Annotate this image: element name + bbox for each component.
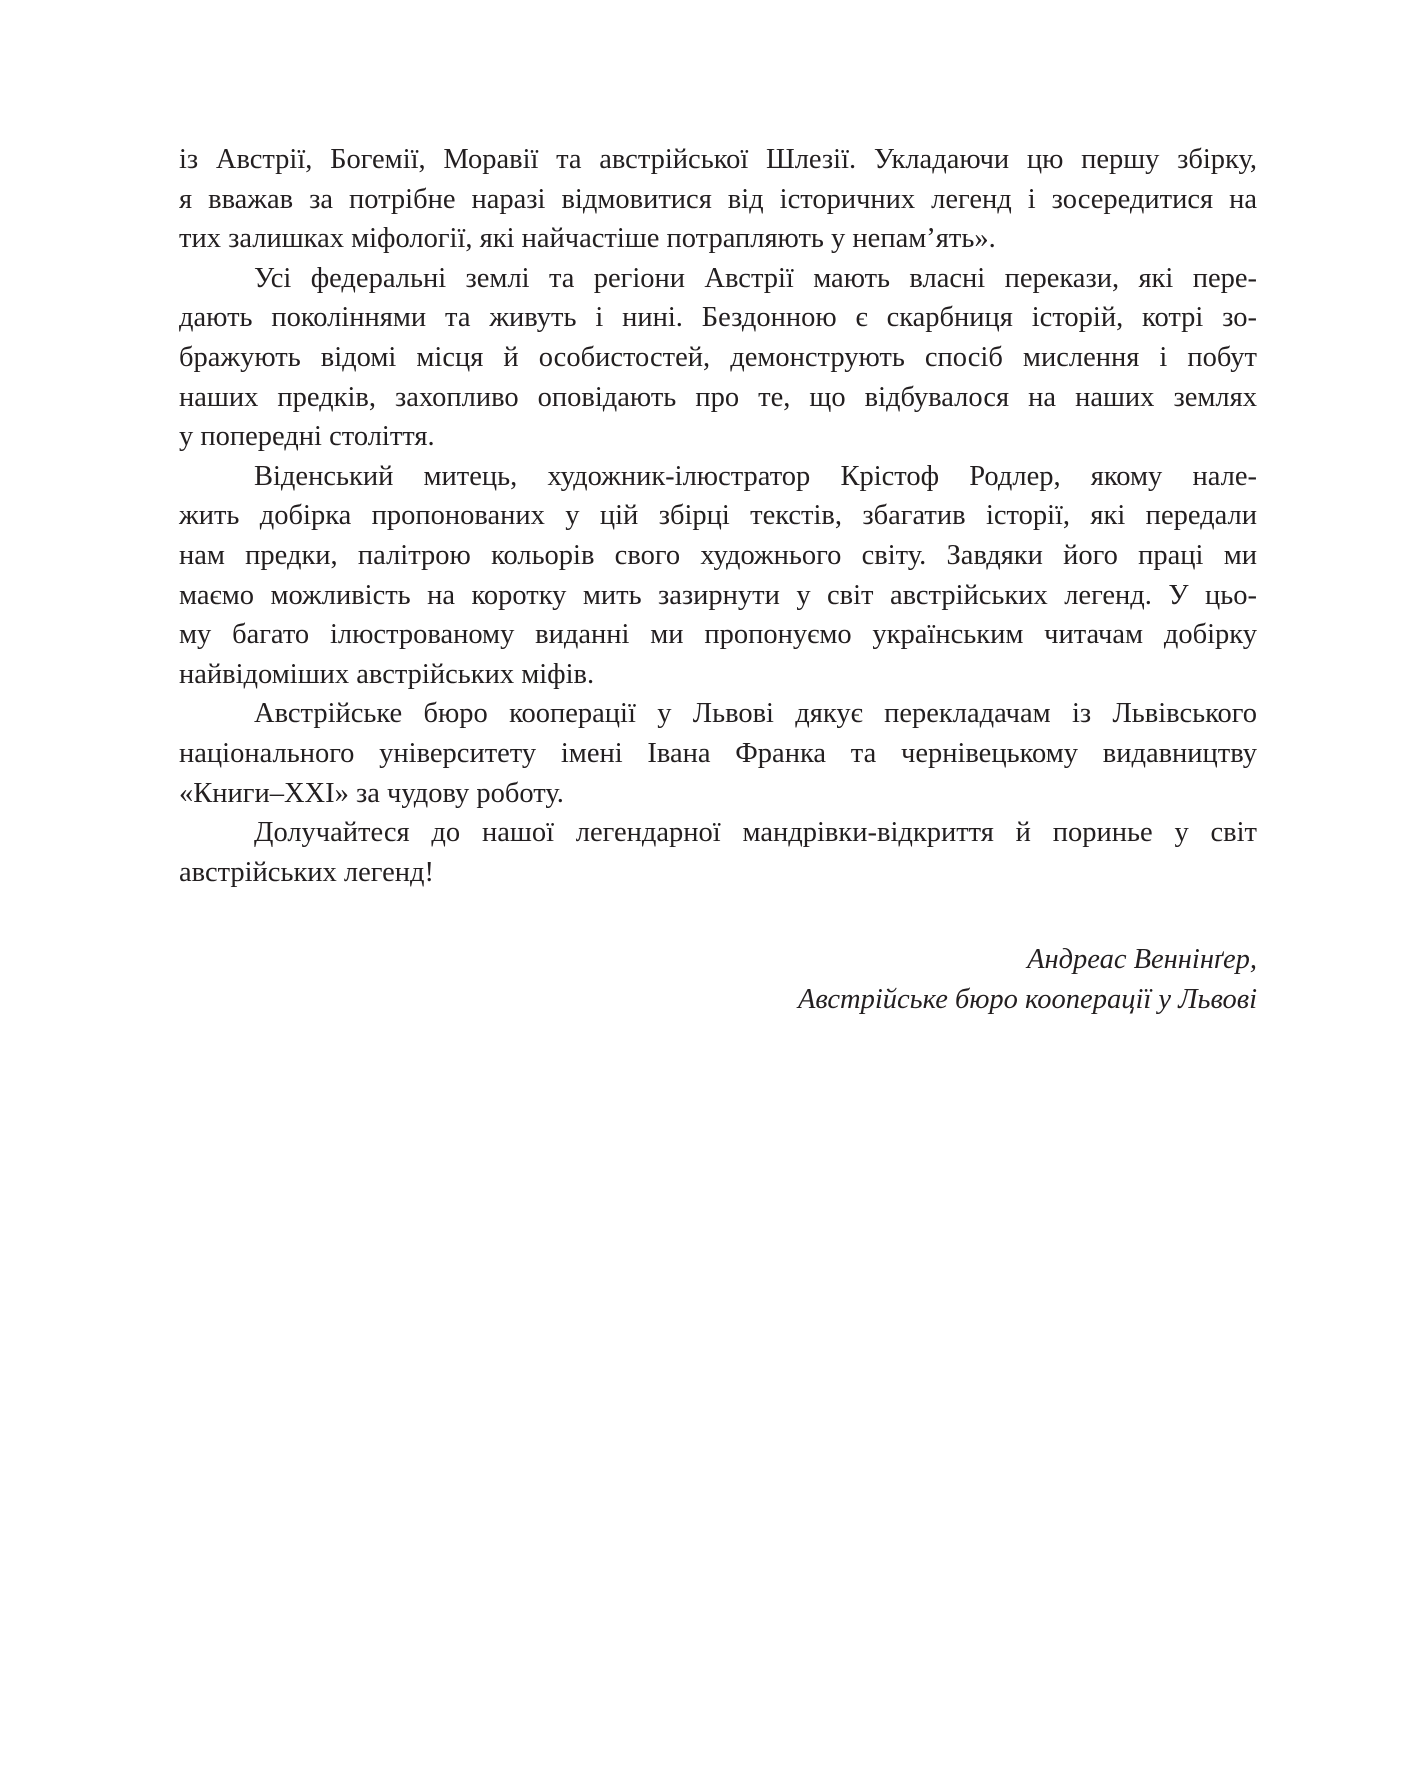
text-line: Усі федеральні землі та регіони Австрії мають власні перекази, які пере- xyxy=(254,262,1257,294)
text-line: «Книги–ХХІ» за чудову роботу. xyxy=(179,777,564,809)
signature-organization: Австрійське бюро кооперації у Львові xyxy=(797,984,1257,1015)
text-line: нам предки, палітрою кольорів свого художнього світу. Завдяки його праці ми xyxy=(179,539,1257,571)
text-line: австрійських легенд! xyxy=(179,856,435,888)
text-line: найвідоміших австрійських міфів. xyxy=(179,658,595,690)
text-line: із Австрії, Богемії, Моравії та австрійської Шлезії. Укладаючи цю першу збірку, xyxy=(179,144,1257,175)
paragraph-3 xyxy=(179,457,1257,695)
document-body xyxy=(179,140,1257,892)
text-line: Віденський митець, художник-ілюстратор Крістоф Родлер, якому нале- xyxy=(254,460,1257,492)
paragraph-4 xyxy=(179,694,1257,813)
text-line: дають поколіннями та живуть і нині. Бездонною є скарбниця історій, котрі зо- xyxy=(179,302,1257,334)
paragraph-5 xyxy=(179,813,1257,892)
paragraph-2 xyxy=(179,259,1257,457)
paragraph-1 xyxy=(179,140,1257,259)
signature-name: Андреас Веннінґер, xyxy=(1027,944,1257,975)
text-line: тих залишках міфології, які найчастіше потрапляють у непам’ять». xyxy=(179,223,996,255)
text-line: маємо можливість на коротку мить зазирнути у світ австрійських легенд. У цьо- xyxy=(179,579,1257,611)
text-line: я вважав за потрібне наразі відмовитися від історичних легенд і зосередитися на xyxy=(179,183,1257,215)
text-line: Долучайтеся до нашої легендарної мандрівки-відкриття й поринье у світ xyxy=(254,817,1257,849)
text-line: наших предків, захопливо оповідають про те, що відбувалося на наших землях xyxy=(179,381,1257,413)
text-line: національного університету імені Івана Франка та чернівецькому видавництву xyxy=(179,737,1257,769)
text-line: му багато ілюстрованому виданні ми пропонуємо українським читачам добірку xyxy=(179,619,1257,651)
text-line: бражують відомі місця й особистостей, демонструють спосіб мислення і побут xyxy=(179,341,1257,373)
text-line: жить добірка пропонованих у цій збірці текстів, збагатив історії, які передали xyxy=(179,500,1257,532)
signature-block xyxy=(798,940,1257,1020)
text-line: Австрійське бюро кооперації у Львові дякує перекладачам із Львівського xyxy=(254,698,1257,730)
text-line: у попередні століття. xyxy=(179,421,435,453)
